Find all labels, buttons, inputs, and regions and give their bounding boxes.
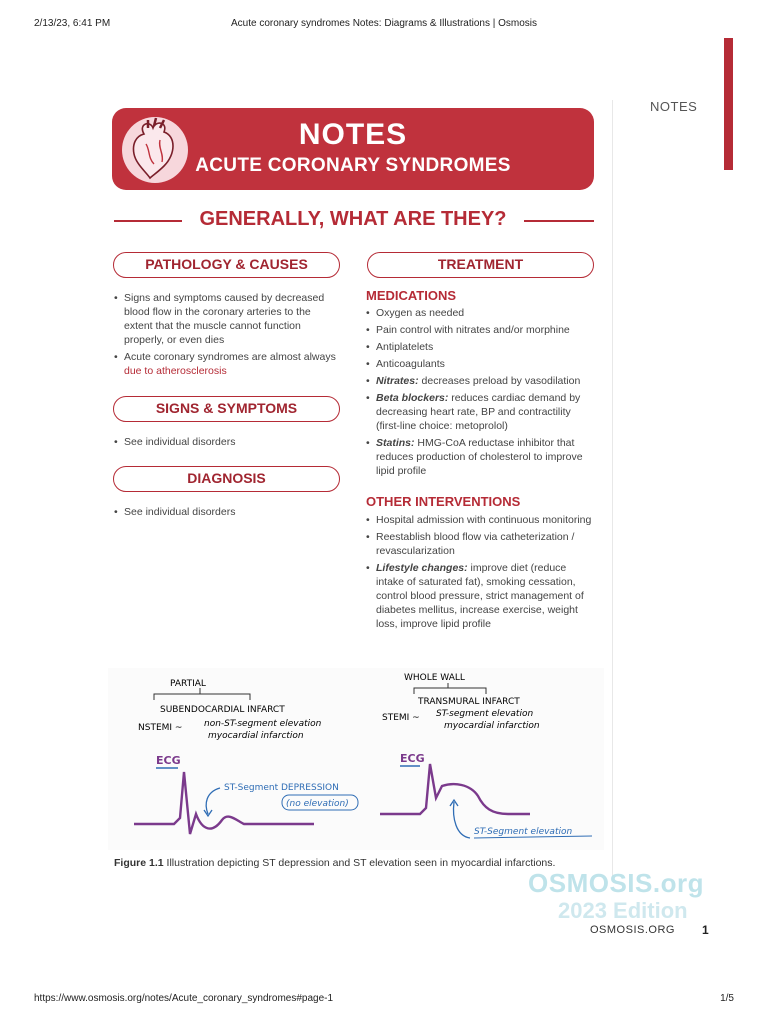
list-item: • Lifestyle changes: improve diet (reduce intake of saturated fat), smoking cessation, control blood pressure, strict management of diabetes mellitus, increase exercise, weight loss, improve lipid profile	[366, 561, 596, 631]
list-item: • Hospital admission with continuous monitoring	[366, 513, 596, 527]
medications-heading: MEDICATIONS	[366, 288, 457, 303]
print-url: https://www.osmosis.org/notes/Acute_coronary_syndromes#page-1	[34, 993, 334, 1004]
footer-brand: OSMOSIS.ORG	[590, 924, 675, 936]
print-datetime: 2/13/23, 6:41 PM	[34, 18, 111, 29]
ecg-illustration	[108, 668, 604, 850]
stemi-label: STEMI ~	[382, 713, 420, 723]
page-margin-divider	[612, 100, 613, 880]
list-item: • Beta blockers: reduces cardiac demand by decreasing heart rate, BP and contractility (first-line choice: metoprolol)	[366, 391, 596, 433]
list-item: • Anticoagulants	[366, 357, 596, 371]
transmural-label: TRANSMURAL INFARCT	[418, 697, 520, 707]
diagnosis-list	[114, 505, 342, 522]
list-item: • Oxygen as needed	[366, 306, 596, 320]
side-notes-label: NOTES	[650, 99, 698, 114]
print-page-count: 1/5	[720, 993, 734, 1004]
heading-rule-right	[524, 220, 594, 222]
stemi-desc-2: myocardial infarction	[444, 721, 540, 731]
signs-pill: SIGNS & SYMPTOMS	[113, 396, 340, 422]
interventions-list	[366, 513, 596, 634]
pathology-pill: PATHOLOGY & CAUSES	[113, 252, 340, 278]
edition-watermark: 2023 Edition	[558, 898, 688, 923]
footer-page-number: 1	[702, 923, 709, 937]
subendocardial-label: SUBENDOCARDIAL INFARCT	[160, 705, 285, 715]
list-item: • Reestablish blood flow via catheterization / revascularization	[366, 530, 596, 558]
section-heading: GENERALLY, WHAT ARE THEY?	[199, 208, 507, 230]
nstemi-desc-1: non-ST-segment elevation	[204, 719, 322, 729]
stemi-desc-1: ST-segment elevation	[436, 709, 534, 719]
st-elevation-label: ST-Segment elevation	[474, 827, 573, 837]
treatment-pill: TREATMENT	[367, 252, 594, 278]
partial-label: PARTIAL	[170, 679, 206, 689]
list-item: • See individual disorders	[114, 505, 342, 519]
banner-subtitle: ACUTE CORONARY SYNDROMES	[195, 155, 511, 176]
list-item: • Antiplatelets	[366, 340, 596, 354]
print-page-title: Acute coronary syndromes Notes: Diagrams & Illustrations | Osmosis	[230, 18, 538, 29]
list-item: • See individual disorders	[114, 435, 342, 449]
list-item: • Signs and symptoms caused by decreased blood flow in the coronary arteries to the extent that the muscle cannot function properly, or even dies	[114, 291, 342, 347]
other-interventions-heading: OTHER INTERVENTIONS	[366, 494, 521, 509]
ecg-label-left: ECG	[156, 754, 181, 767]
nstemi-label: NSTEMI ~	[138, 723, 183, 733]
no-elevation-label: (no elevation)	[286, 799, 349, 809]
medications-list	[366, 306, 596, 481]
nstemi-desc-2: myocardial infarction	[208, 731, 304, 741]
osmosis-watermark: OSMOSIS.org	[528, 868, 704, 898]
notes-banner	[112, 108, 594, 190]
atherosclerosis-link[interactable]: due to atherosclerosis	[124, 365, 227, 377]
banner-title: NOTES	[298, 118, 408, 151]
diagnosis-pill: DIAGNOSIS	[113, 466, 340, 492]
signs-list	[114, 435, 342, 452]
list-item: • Statins: HMG-CoA reductase inhibitor that reduces production of cholesterol to improve lipid profile	[366, 436, 596, 478]
st-depression-label: ST-Segment DEPRESSION	[224, 783, 339, 793]
pathology-list	[114, 291, 342, 381]
whole-wall-label: WHOLE WALL	[404, 673, 465, 683]
ecg-trace-elevation	[380, 764, 530, 814]
ecg-label-right: ECG	[400, 752, 425, 765]
heading-rule-left	[114, 220, 182, 222]
list-item: • Acute coronary syndromes are almost always due to atherosclerosis	[114, 350, 342, 378]
figure-caption: Figure 1.1 Illustration depicting ST depression and ST elevation seen in myocardial infarctions.	[114, 857, 556, 869]
list-item: • Pain control with nitrates and/or morphine	[366, 323, 596, 337]
scrollbar-thumb[interactable]	[724, 38, 733, 170]
ecg-figure	[108, 668, 604, 850]
list-item: • Nitrates: decreases preload by vasodilation	[366, 374, 596, 388]
